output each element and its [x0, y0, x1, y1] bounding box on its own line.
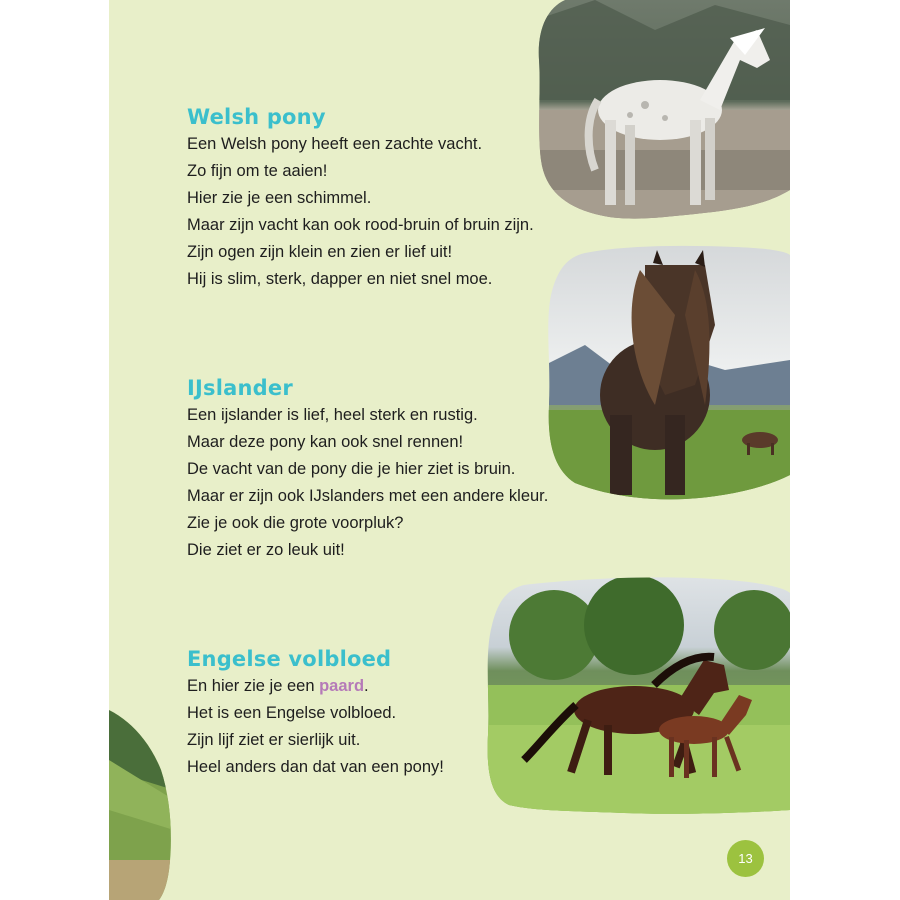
section-welsh-pony: [187, 103, 534, 293]
body-line: Maar er zijn ook IJslanders met een andere kleur.: [187, 487, 549, 505]
body-line: Een Welsh pony heeft een zachte vacht.: [187, 135, 483, 153]
body-line: Het is een Engelse volbloed.: [187, 704, 397, 722]
section-title: Welsh pony: [187, 105, 326, 129]
highlighted-word: paard: [319, 677, 365, 695]
ijslander-photo: [545, 245, 790, 500]
section-title: IJslander: [187, 376, 293, 400]
engelse-volbloed-photo: [484, 575, 790, 815]
section-ijslander: [187, 374, 548, 564]
body-line: Maar deze pony kan ook snel rennen!: [187, 433, 464, 451]
page-number-badge: 13: [727, 840, 764, 877]
body-line: Zo fijn om te aaien!: [187, 162, 328, 180]
body-text: En hier zie je een: [187, 677, 320, 695]
body-line: Zijn lijf ziet er sierlijk uit.: [187, 731, 361, 749]
body-line: Die ziet er zo leuk uit!: [187, 541, 345, 559]
body-line: Een ijslander is lief, heel sterk en rustig.: [187, 406, 478, 424]
body-line: Heel anders dan dat van een pony!: [187, 758, 444, 776]
body-line: Zie je ook die grote voorpluk?: [187, 514, 404, 532]
section-engelse-volbloed: [187, 645, 444, 781]
body-line: [187, 673, 444, 700]
body-line: Hij is slim, sterk, dapper en niet snel moe.: [187, 270, 493, 288]
body-line: Zijn ogen zijn klein en zien er lief uit!: [187, 243, 453, 261]
section-title: Engelse volbloed: [187, 647, 392, 671]
body-line: Maar zijn vacht kan ook rood-bruin of bruin zijn.: [187, 216, 534, 234]
body-text: .: [364, 677, 369, 695]
body-line: Hier zie je een schimmel.: [187, 189, 372, 207]
landscape-photo-fragment: [109, 710, 174, 900]
welsh-pony-photo: [535, 0, 790, 225]
body-line: De vacht van de pony die je hier ziet is bruin.: [187, 460, 516, 478]
